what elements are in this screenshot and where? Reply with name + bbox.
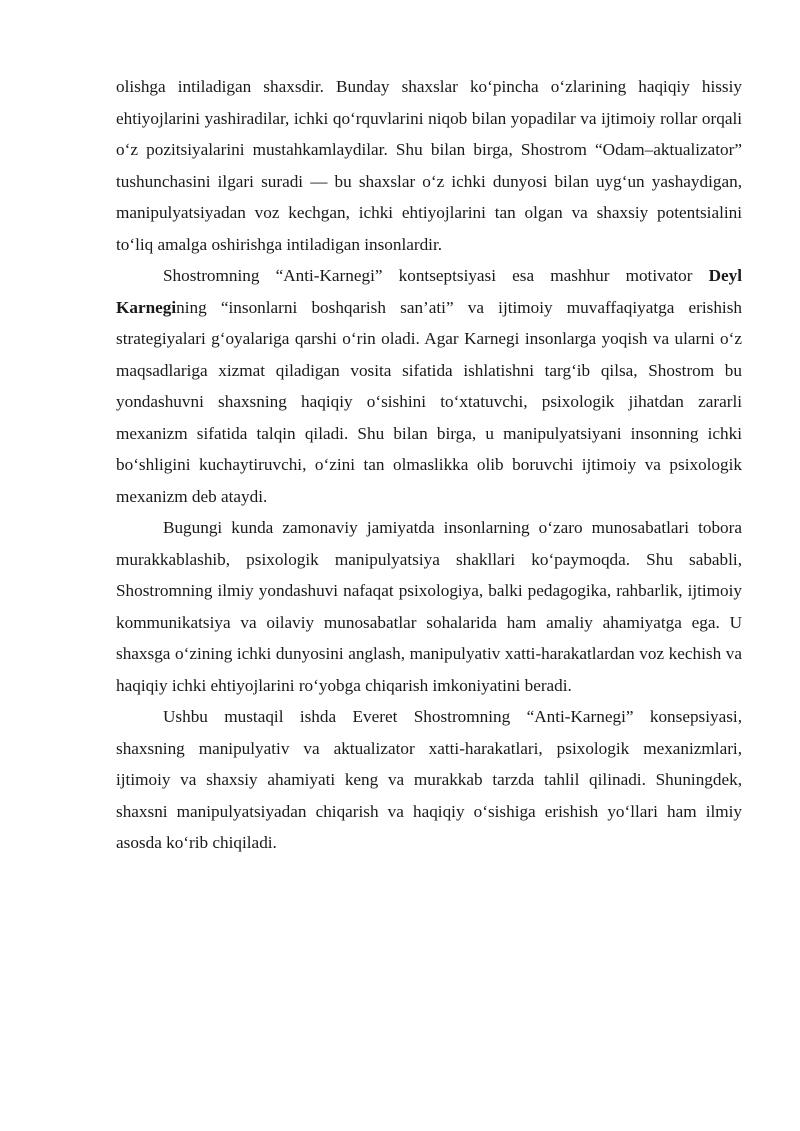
paragraph-1 <box>116 71 742 260</box>
paragraph-2 <box>116 260 742 512</box>
paragraph-3 <box>116 512 742 701</box>
paragraph-2-text-b: ning “insonlarni boshqarish san’ati” va ijtimoiy muvaffaqiyatga erishish strategiyalari g‘oyalariga qarshi o‘rin oladi. Agar Karnegi insonlarga yoqish va ularni o‘z maqsadlariga xizmat qiladigan vosita sifatida ishlatishni targ‘ib qilsa, Shostrom bu yondashuvni shaxsning haqiqiy o‘sishini to‘xtatuvchi, psixologik jihatdan zararli mexanizm sifatida talqin qiladi. Shu bilan birga, u manipulyatsiyani insonning ichki bo‘shligini kuchaytiruvchi, o‘zini tan olmaslikka olib boruvchi ijtimoiy va psixologik mexanizm deb ataydi. <box>116 297 742 506</box>
paragraph-3-text: Bugungi kunda zamonaviy jamiyatda insonlarning o‘zaro munosabatlari tobora murakkablashib, psixologik manipulyatsiya shakllari ko‘paymoqda. Shu sababli, Shostromning ilmiy yondashuvi nafaqat psixologiya, balki pedagogika, rahbarlik, ijtimoiy kommunikatsiya va oilaviy munosabatlar sohalarida ham amaliy ahamiyatga ega. U shaxsga o‘zining ichki dunyosini anglash, manipulyativ xatti-harakatlardan voz kechish va haqiqiy ichki ehtiyojlarini ro‘yobga chiqarish imkoniyatini beradi. <box>116 518 742 695</box>
paragraph-2-bold-name: Deyl Karnegi <box>116 266 742 317</box>
paragraph-2-text-a: Shostromning “Anti-Karnegi” kontseptsiyasi esa mashhur motivator <box>163 266 709 285</box>
document-page <box>116 71 742 859</box>
paragraph-4 <box>116 701 742 859</box>
paragraph-4-text: Ushbu mustaqil ishda Everet Shostromning “Anti-Karnegi” konsepsiyasi, shaxsning manipulyativ va aktualizator xatti-harakatlari, psixologik mexanizmlari, ijtimoiy va shaxsiy ahamiyati keng va murakkab tarzda tahlil qilinadi. Shuningdek, shaxsni manipulyatsiyadan chiqarish va haqiqiy o‘sishiga erishish yo‘llari ham ilmiy asosda ko‘rib chiqiladi. <box>116 707 742 852</box>
paragraph-1-text: olishga intiladigan shaxsdir. Bunday shaxslar ko‘pincha o‘zlarining haqiqiy hissiy ehtiyojlarini yashiradilar, ichki qo‘rquvlarini niqob bilan yopadilar va ijtimoiy rollar orqali o‘z pozitsiyalarini mustahkamlaydilar. Shu bilan birga, Shostrom “Odam–aktualizator” tushunchasini ilgari suradi — bu shaxslar o‘z ichki dunyosi bilan uyg‘un yashaydigan, manipulyatsiyadan voz kechgan, ichki ehtiyojlarini tan olgan va shaxsiy potentsialini to‘liq amalga oshirishga intiladigan insonlardir. <box>116 77 742 254</box>
